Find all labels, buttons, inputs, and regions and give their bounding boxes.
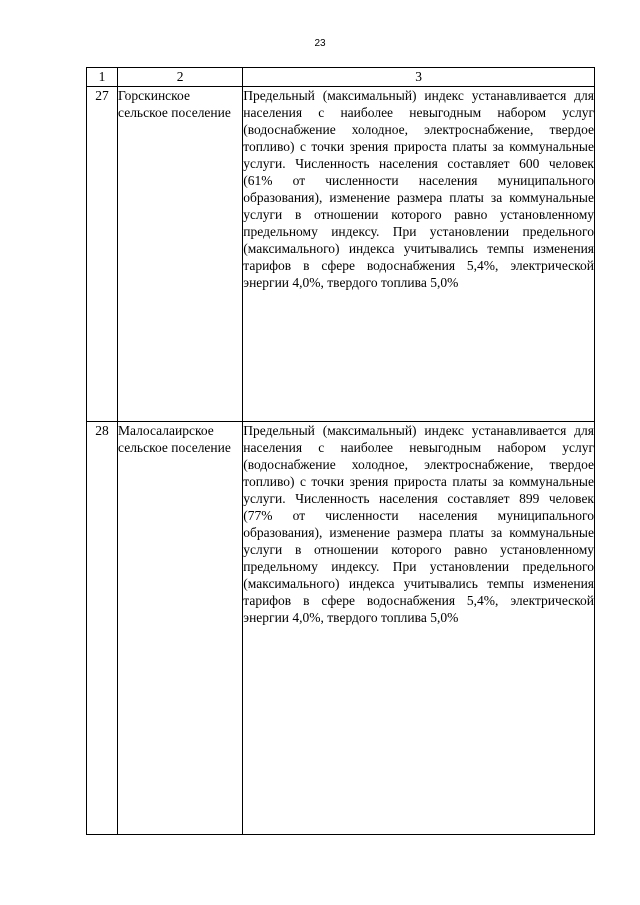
table-header-row (87, 68, 595, 87)
table-row (87, 87, 595, 422)
index-description: Предельный (максимальный) индекс устанавливается для населения с наиболее невыгодным набором услуг (водоснабжение холодное, электроснабжение, твердое топливо) с точки зрения прироста платы за коммунальные услуги. Численность населения составляет 899 человек (77% от численности населения муниципального образования), изменение размера платы за коммунальные услуги в отношении которого равно установленному предельному индексу. При установлении предельного (максимального) индекса учитывались темпы изменения тарифов в сфере водоснабжения 5,4%, электрической энергии 4,0%, твердого топлива 5,0% (243, 422, 595, 835)
settlement-name: Горскинское сельское поселение (118, 87, 243, 422)
page-number: 23 (314, 38, 326, 49)
row-number: 27 (87, 87, 118, 422)
column-header-1: 1 (87, 68, 118, 87)
column-header-3: 3 (243, 68, 595, 87)
tariff-index-table (86, 67, 595, 835)
table-row (87, 422, 595, 835)
row-number: 28 (87, 422, 118, 835)
settlement-name: Малосалаирское сельское поселение (118, 422, 243, 835)
column-header-2: 2 (118, 68, 243, 87)
index-description: Предельный (максимальный) индекс устанавливается для населения с наиболее невыгодным набором услуг (водоснабжение холодное, электроснабжение, твердое топливо) с точки зрения прироста платы за коммунальные услуги. Численность населения составляет 600 человек (61% от численности населения муниципального образования), изменение размера платы за коммунальные услуги в отношении которого равно установленному предельному индексу. При установлении предельного (максимального) индекса учитывались темпы изменения тарифов в сфере водоснабжения 5,4%, электрической энергии 4,0%, твердого топлива 5,0% (243, 87, 595, 422)
